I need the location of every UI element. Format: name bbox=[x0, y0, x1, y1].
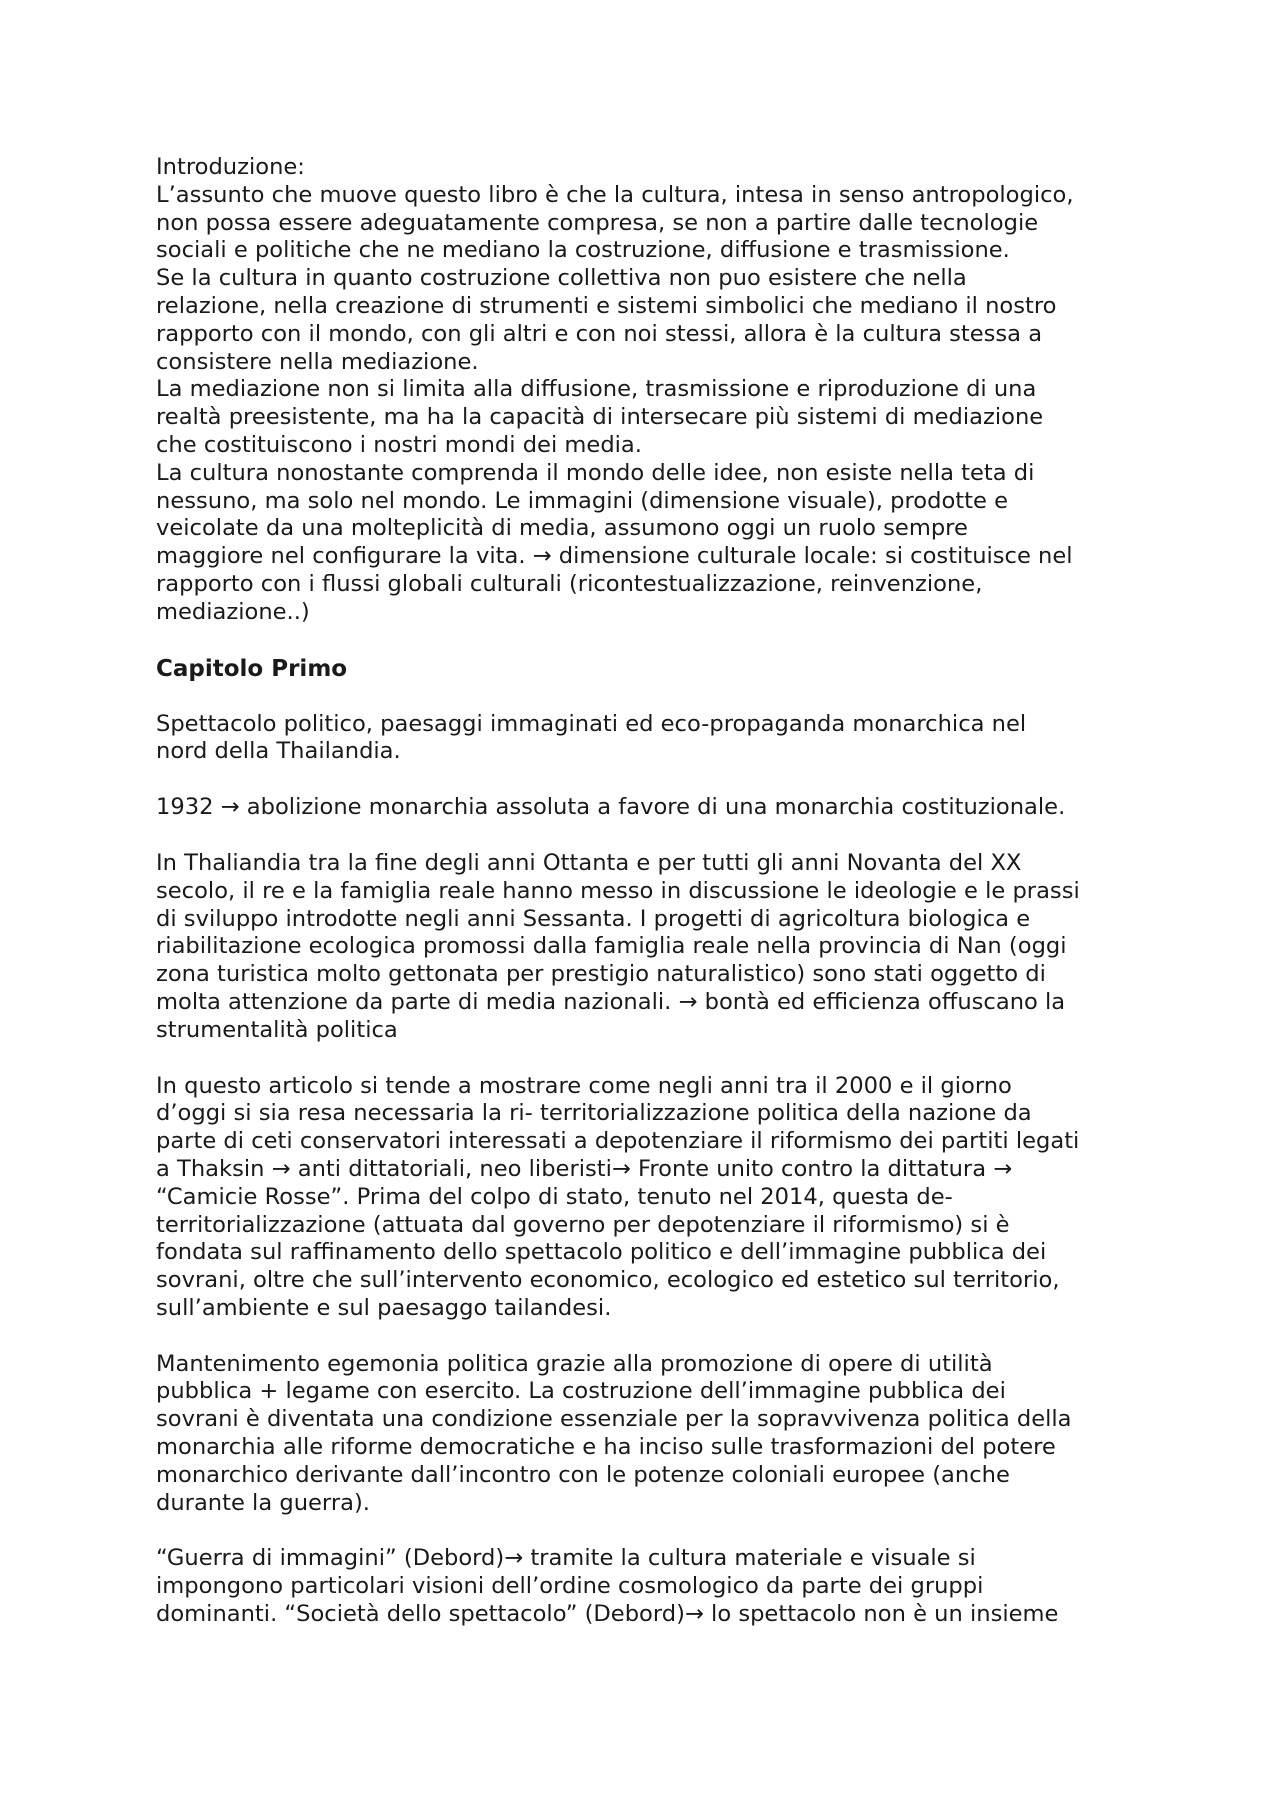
paragraph-line: durante la guerra). bbox=[156, 1489, 370, 1516]
chapter-body bbox=[156, 683, 1136, 1629]
intro-title: Introduzione: bbox=[156, 154, 305, 180]
paragraph-line: sovrani, oltre che sull’intervento economico, ecologico ed estetico sul territorio, bbox=[156, 1267, 1060, 1294]
paragraph bbox=[156, 850, 1136, 1045]
chapter-heading: Capitolo Primo bbox=[156, 655, 348, 682]
paragraph-line: Spettacolo politico, paesaggi immaginati ed eco-propaganda monarchica nel bbox=[156, 710, 1027, 737]
spacer bbox=[156, 627, 1136, 655]
paragraph-line: territorializzazione (attuata dal governo per depotenziare il riformismo) si è bbox=[156, 1211, 1010, 1238]
paragraph-line: sull’ambiente e sul paesaggo tailandesi. bbox=[156, 1294, 612, 1321]
spacer bbox=[156, 766, 1136, 794]
paragraph-line: strumentalità politica bbox=[156, 1016, 398, 1043]
paragraph-line: Mantenimento egemonia politica grazie alla promozione di opere di utilità bbox=[156, 1350, 993, 1377]
intro-line: rapporto con i flussi globali culturali (ricontestualizzazione, reinvenzione, bbox=[156, 570, 983, 597]
paragraph bbox=[156, 711, 1136, 767]
paragraph-line: parte di ceti conservatori interessati a depotenziare il riformismo dei partiti legati bbox=[156, 1128, 1080, 1155]
intro-line: relazione, nella creazione di strumenti e sistemi simbolici che mediano il nostro bbox=[156, 292, 1057, 319]
paragraph-line: monarchico derivante dall’incontro con le potenze coloniali europee (anche bbox=[156, 1461, 1010, 1488]
intro-line: veicolate da una molteplicità di media, assumono oggi un ruolo sempre bbox=[156, 515, 968, 542]
intro-line: nessuno, ma solo nel mondo. Le immagini (dimensione visuale), prodotte e bbox=[156, 487, 1008, 514]
intro-line: mediazione..) bbox=[156, 598, 310, 625]
intro-line: sociali e politiche che ne mediano la costruzione, diffusione e trasmissione. bbox=[156, 237, 1010, 264]
paragraph bbox=[156, 1073, 1136, 1323]
paragraph-line: riabilitazione ecologica promossi dalla famiglia reale nella provincia di Nan (oggi bbox=[156, 933, 1067, 960]
intro-line: L’assunto che muove questo libro è che la cultura, intesa in senso antropologico, bbox=[156, 181, 1074, 208]
intro-line: rapporto con il mondo, con gli altri e con noi stessi, allora è la cultura stessa a bbox=[156, 320, 1043, 347]
document-page bbox=[156, 154, 1136, 1629]
paragraph bbox=[156, 1545, 1136, 1628]
paragraph bbox=[156, 794, 1136, 822]
intro-line: consistere nella mediazione. bbox=[156, 348, 479, 375]
paragraph-line: molta attenzione da parte di media nazionali. → bontà ed efficienza offuscano la bbox=[156, 988, 1066, 1015]
paragraph-line: pubblica + legame con esercito. La costruzione dell’immagine pubblica dei bbox=[156, 1378, 1006, 1405]
paragraph-line: monarchia alle riforme democratiche e ha inciso sulle trasformazioni del potere bbox=[156, 1434, 1056, 1461]
paragraph-line: secolo, il re e la famiglia reale hanno messo in discussione le ideologie e le prassi bbox=[156, 877, 1080, 904]
paragraph-line: “Guerra di immagini” (Debord)→ tramite la cultura materiale e visuale si bbox=[156, 1545, 976, 1572]
intro-line: realtà preesistente, ma ha la capacità di intersecare più sistemi di mediazione bbox=[156, 404, 1044, 431]
paragraph-line: 1932 → abolizione monarchia assoluta a favore di una monarchia costituzionale. bbox=[156, 794, 1066, 821]
paragraph-line: di sviluppo introdotte negli anni Sessanta. I progetti di agricoltura biologica e bbox=[156, 905, 1031, 932]
paragraph-line: In questo articolo si tende a mostrare come negli anni tra il 2000 e il giorno bbox=[156, 1072, 1012, 1099]
intro-line: La cultura nonostante comprenda il mondo delle idee, non esiste nella teta di bbox=[156, 459, 1035, 486]
intro-line: Se la cultura in quanto costruzione collettiva non puo esistere che nella bbox=[156, 265, 967, 292]
intro-body bbox=[156, 182, 1136, 627]
intro-section bbox=[156, 154, 1136, 627]
spacer bbox=[156, 1517, 1136, 1545]
intro-line: La mediazione non si limita alla diffusione, trasmissione e riproduzione di una bbox=[156, 376, 1037, 403]
spacer bbox=[156, 1045, 1136, 1073]
paragraph-line: d’oggi si sia resa necessaria la ri- territorializzazione politica della nazione da bbox=[156, 1100, 1032, 1127]
paragraph-line: fondata sul raffinamento dello spettacolo politico e dell’immagine pubblica dei bbox=[156, 1239, 1047, 1266]
paragraph-line: dominanti. “Società dello spettacolo” (Debord)→ lo spettacolo non è un insieme bbox=[156, 1601, 1059, 1628]
paragraph-line: zona turistica molto gettonata per prestigio naturalistico) sono stati oggetto di bbox=[156, 961, 1046, 988]
paragraph-line: In Thaliandia tra la fine degli anni Ottanta e per tutti gli anni Novanta del XX bbox=[156, 849, 1022, 876]
paragraph-line: impongono particolari visioni dell’ordine cosmologico da parte dei gruppi bbox=[156, 1573, 984, 1600]
paragraph bbox=[156, 1351, 1136, 1518]
paragraph-line: a Thaksin → anti dittatoriali, neo liberisti→ Fronte unito contro la dittatura → bbox=[156, 1155, 1013, 1182]
spacer bbox=[156, 683, 1136, 711]
intro-line: non possa essere adeguatamente compresa, se non a partire dalle tecnologie bbox=[156, 209, 1039, 236]
intro-line: che costituiscono i nostri mondi dei media. bbox=[156, 431, 642, 458]
spacer bbox=[156, 822, 1136, 850]
paragraph-line: sovrani è diventata una condizione essenziale per la sopravvivenza politica della bbox=[156, 1406, 1072, 1433]
spacer bbox=[156, 1323, 1136, 1351]
paragraph-line: nord della Thailandia. bbox=[156, 738, 401, 765]
intro-line: maggiore nel configurare la vita. → dimensione culturale locale: si costituisce nel bbox=[156, 543, 1073, 570]
paragraph-line: “Camicie Rosse”. Prima del colpo di stato, tenuto nel 2014, questa de- bbox=[156, 1183, 953, 1210]
